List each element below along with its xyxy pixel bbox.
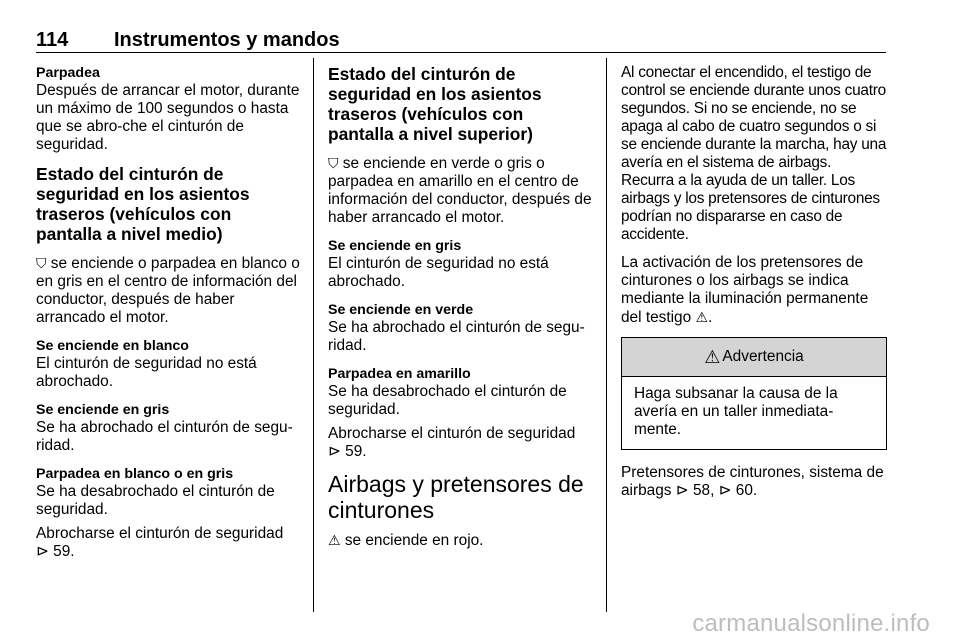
subheading: Parpadea en blanco o en gris bbox=[36, 466, 234, 482]
body-text: Abrocharse el cinturón de seguridad bbox=[328, 425, 576, 442]
paragraph bbox=[36, 337, 300, 391]
body-text: Se ha desabrochado el cinturón de seguridad. bbox=[328, 383, 567, 418]
page-header bbox=[36, 26, 886, 53]
seatbelt-rear-icon: ⛉ bbox=[328, 155, 339, 171]
column-2 bbox=[328, 64, 592, 560]
paragraph bbox=[328, 365, 592, 419]
page-reference[interactable]: 60. bbox=[731, 482, 758, 499]
chapter-heading: Airbags y pretensores de cinturones bbox=[328, 471, 584, 523]
body-text: Abrocharse el cinturón de seguridad bbox=[36, 525, 284, 542]
column-1 bbox=[36, 64, 300, 571]
paragraph bbox=[328, 237, 592, 291]
body-text: Se ha abrochado el cinturón de segu-ridad. bbox=[36, 419, 293, 454]
column-divider bbox=[606, 58, 607, 612]
warning-triangle-icon: ⚠ bbox=[704, 347, 721, 367]
paragraph bbox=[328, 425, 592, 461]
subheading: Se enciende en gris bbox=[328, 238, 462, 254]
paragraph bbox=[36, 254, 300, 327]
page-ref-icon: ⊳ bbox=[36, 543, 49, 560]
paragraph bbox=[621, 464, 887, 500]
paragraph bbox=[328, 531, 592, 550]
page-ref-icon: ⊳ bbox=[675, 482, 689, 499]
airbag-warning-icon: ⚠ bbox=[695, 309, 709, 325]
body-text: Al conectar el encendido, el testigo de control se enciende durante unos cuatro segundos. Si no se enciende, no se apaga al cabo de cuatro segundos o si se enciende durante la marcha, hay una avería en el sistema de airbags. Recurra a la ayuda de un taller. Los airbags y los pretensores de cinturones podrían no dispararse en caso de accidente. bbox=[621, 64, 887, 243]
body-text: . bbox=[708, 309, 713, 326]
body-text: Pretensores de cinturones, sistema de airbags bbox=[621, 464, 884, 499]
paragraph bbox=[36, 525, 300, 561]
airbag-warning-icon: ⚠ bbox=[328, 532, 341, 548]
body-text: Después de arrancar el motor, durante un máximo de 100 segundos o hasta que se abro-che el cinturón de seguridad. bbox=[36, 82, 300, 153]
warning-header bbox=[622, 338, 886, 377]
column-3 bbox=[621, 64, 887, 510]
page-number: 114 bbox=[36, 29, 69, 51]
subheading: Parpadea en amarillo bbox=[328, 366, 471, 382]
seatbelt-rear-icon: ⛉ bbox=[36, 255, 47, 271]
subheading: Parpadea bbox=[36, 65, 100, 81]
body-text: Se ha abrochado el cinturón de segu-ridad. bbox=[328, 319, 585, 354]
column-divider bbox=[313, 58, 314, 612]
paragraph bbox=[36, 465, 300, 519]
page-title: Instrumentos y mandos bbox=[114, 29, 340, 51]
body-text: se enciende en rojo. bbox=[340, 532, 484, 549]
watermark: carmanualsonline.info bbox=[692, 610, 930, 637]
paragraph bbox=[621, 64, 887, 244]
paragraph bbox=[36, 401, 300, 455]
body-text: Se ha desabrochado el cinturón de seguridad. bbox=[36, 483, 275, 518]
page-ref-icon: ⊳ bbox=[718, 482, 732, 499]
body-text: se enciende o parpadea en blanco o en gris en el centro de información del conductor, después de haber arrancado el motor. bbox=[36, 255, 300, 326]
section-heading: Estado del cinturón de seguridad en los asientos traseros (vehículos con pantalla a nivel medio) bbox=[36, 164, 250, 244]
warning-text: Haga subsanar la causa de la avería en un taller inmediata-mente. bbox=[634, 385, 838, 438]
page-reference[interactable]: 58, bbox=[688, 482, 719, 499]
body-text: El cinturón de seguridad no está abrochado. bbox=[36, 355, 257, 390]
paragraph bbox=[621, 254, 887, 327]
page-ref-icon: ⊳ bbox=[328, 443, 341, 460]
subheading: Se enciende en blanco bbox=[36, 338, 189, 354]
paragraph bbox=[36, 64, 300, 154]
paragraph bbox=[328, 301, 592, 355]
paragraph bbox=[328, 154, 592, 227]
subheading: Se enciende en verde bbox=[328, 302, 474, 318]
section-heading: Estado del cinturón de seguridad en los asientos traseros (vehículos con pantalla a nivel superior) bbox=[328, 64, 542, 144]
warning-box bbox=[621, 337, 887, 450]
body-text: El cinturón de seguridad no está abrochado. bbox=[328, 255, 549, 290]
subheading: Se enciende en gris bbox=[36, 402, 170, 418]
page-reference[interactable]: 59. bbox=[340, 443, 367, 460]
body-text: La activación de los pretensores de cinturones o los airbags se indica mediante la iluminación permanente del testigo bbox=[621, 254, 869, 326]
page-reference[interactable]: 59. bbox=[48, 543, 75, 560]
body-text: se enciende en verde o gris o parpadea en amarillo en el centro de información del conductor, después de haber arrancado el motor. bbox=[328, 155, 592, 226]
warning-title: Advertencia bbox=[722, 348, 804, 365]
